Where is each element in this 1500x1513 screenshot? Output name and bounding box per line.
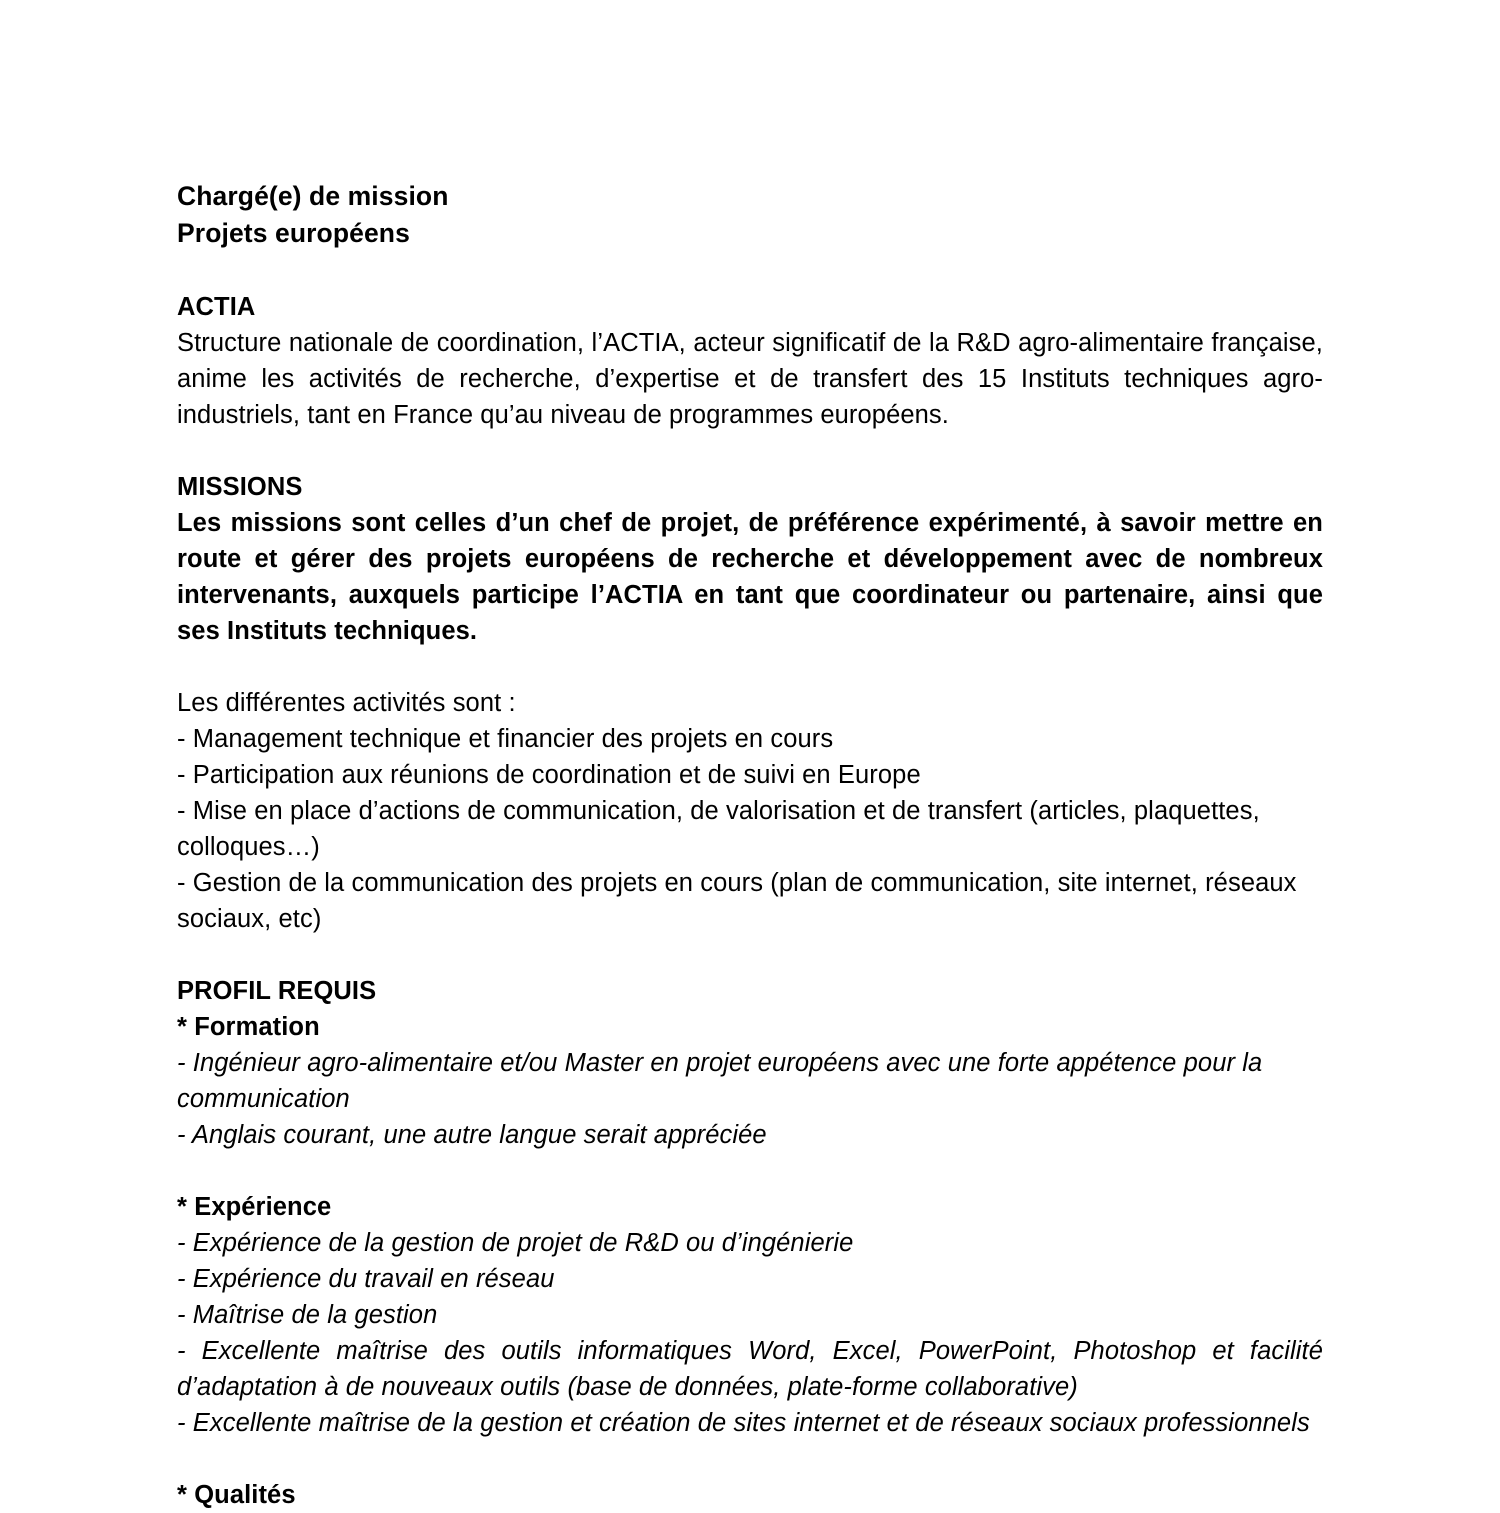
spacer [177,1441,1323,1477]
subhead-qualites: * Qualités [177,1481,296,1509]
section-heading-profil-requis: PROFIL REQUIS [177,977,377,1005]
list-item: - Gestion de la communication des projets en cours (plan de communication, site internet, réseaux sociaux, etc) [177,869,1304,933]
list-item: - Anglais courant, une autre langue serait appréciée [177,1121,767,1149]
title-line-role: Chargé(e) de mission [177,181,449,211]
list-item: - Participation aux réunions de coordination et de suivi en Europe [177,761,921,789]
list-item: - Management technique et financier des projets en cours [177,725,834,753]
list-item: - Ingénieur agro-alimentaire et/ou Master en projet européens avec une forte appétence pour la communication [177,1049,1270,1113]
section-heading-actia: ACTIA [177,293,256,321]
document-title [177,178,1323,252]
section-actia [177,289,1323,433]
subhead-experience: * Expérience [177,1193,332,1221]
list-item: - Maîtrise de la gestion [177,1301,438,1329]
list-item: - Expérience de la gestion de projet de R&D ou d’ingénierie [177,1229,854,1257]
section-missions [177,469,1323,649]
spacer [177,649,1323,685]
spacer [177,1153,1323,1189]
activities-block [177,685,1323,937]
spacer [177,433,1323,469]
spacer [177,252,1323,289]
section-profil-requis [177,973,1323,1513]
section-paragraph-actia: Structure nationale de coordination, l’ACTIA, acteur significatif de la R&D agro-alimentaire française, anime les activités de recherche, d’expertise et de transfert des 15 Instituts techniques agro-industriels, tant en France qu’au niveau de programmes européens. [177,329,1323,429]
list-item: - Mise en place d’actions de communication, de valorisation et de transfert (articles, plaquettes, colloques…) [177,797,1267,861]
title-line-domain: Projets européens [177,218,410,248]
section-heading-missions: MISSIONS [177,473,303,501]
spacer [177,937,1323,973]
activities-intro: Les différentes activités sont : [177,689,516,717]
list-item: - Excellente maîtrise de la gestion et création de sites internet et de réseaux sociaux professionnels [177,1409,1310,1437]
list-item: - Expérience du travail en réseau [177,1265,555,1293]
list-item: - Excellente maîtrise des outils informatiques Word, Excel, PowerPoint, Photoshop et facilité d’adaptation à de nouveaux outils (base de données, plate-forme collaborative) [177,1337,1323,1401]
section-paragraph-missions: Les missions sont celles d’un chef de projet, de préférence expérimenté, à savoir mettre en route et gérer des projets européens de recherche et développement avec de nombreux intervenants, auxquels participe l’ACTIA en tant que coordinateur ou partenaire, ainsi que ses Instituts techniques. [177,509,1323,645]
document-body [177,178,1323,1513]
subhead-formation: * Formation [177,1013,320,1041]
